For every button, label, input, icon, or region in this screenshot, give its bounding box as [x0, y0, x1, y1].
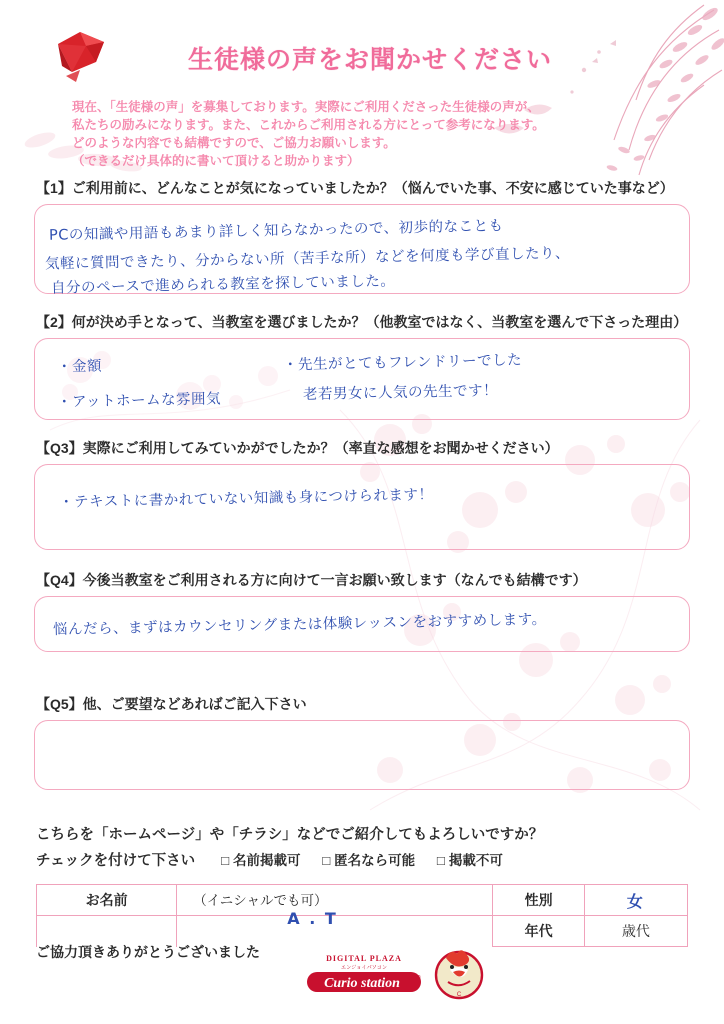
question-1-answer-line-2: 気軽に質問できたり、分からない所（苦手な所）などを何度も学び直したり、 [44, 245, 571, 273]
question-2-label: 【2】何が決め手となって、当教室を選びましたか？（他教室ではなく、当教室を選んで下さった理由） [36, 314, 688, 330]
permission-section [36, 822, 543, 874]
svg-text:Curio station: Curio station [324, 976, 400, 991]
gender-label-cell: 性別 [493, 885, 584, 916]
lead-paragraph [72, 98, 632, 170]
age-label-cell: 年代 [493, 916, 584, 947]
gender-value-cell[interactable] [584, 885, 687, 916]
question-3-answer-line-1: ・テキストに書かれていない知識も身につけられます！ [58, 487, 434, 511]
gender-handwritten-value: 女 [626, 891, 645, 911]
question-2-answer-line-3: ・先生がとてもフレンドリーでした [282, 352, 523, 374]
name-hint: （イニシャルでも可） [193, 893, 328, 908]
page-header [0, 0, 724, 170]
question-block-4 [0, 570, 724, 652]
question-3-label: 【Q3】実際にご利用してみていかがでしたか？（率直な感想をお聞かせください） [36, 440, 559, 456]
question-4-answer-line-1: 悩んだら、まずはカウンセリングまたは体験レッスンをおすすめします。 [52, 611, 547, 639]
question-5-answer-box[interactable] [34, 720, 690, 790]
permission-line-1: こちらを「ホームページ」や「チラシ」などでご紹介してもよろしいですか？ [36, 827, 544, 843]
name-handwritten-value: A . T [287, 909, 338, 928]
checkbox-anonymous-allowed[interactable]: □ 匿名なら可能 [322, 853, 416, 868]
question-2-answer-line-2: ・アットホームな雰囲気 [56, 391, 222, 411]
question-block-2 [0, 312, 724, 420]
lead-line-3: どのような内容でも結構ですので、ご協力お願いします。 [72, 136, 396, 150]
question-4-label: 【Q4】今後当教室をご利用される方に向けて一言お願い致します（なんでも結構です） [36, 572, 587, 588]
permission-checkbox-group [221, 848, 521, 874]
mascot-logo [430, 946, 488, 1000]
name-label-cell: お名前 [37, 885, 177, 916]
svg-text:DIGITAL PLAZA: DIGITAL PLAZA [326, 954, 402, 963]
question-block-3 [0, 438, 724, 550]
lead-line-1: 現在、「生徒様の声」を募集しております。実際にご利用くださった生徒様の声が、 [72, 100, 540, 114]
question-block-1 [0, 178, 724, 297]
svg-text:®: ® [417, 975, 421, 981]
question-block-5 [0, 694, 724, 790]
svg-text:C: C [456, 992, 462, 998]
checkbox-name-allowed[interactable]: □ 名前掲載可 [221, 853, 301, 868]
lead-line-2: 私たちの励みになります。また、これからご利用される方にとって参考になります。 [72, 118, 545, 132]
thanks-text: ご協力頂きありがとうございました [36, 944, 260, 960]
question-3-answer-box[interactable] [34, 464, 690, 550]
age-value-cell[interactable]: 歳代 [584, 916, 687, 947]
question-2-answer-box[interactable] [34, 338, 690, 420]
lead-line-4: （できるだけ具体的に書いて頂けると助かります） [72, 154, 360, 168]
question-1-answer-line-3: 自分のペースで進められる教室を探していました。 [50, 273, 396, 297]
question-2-answer-line-4: 老若男女に人気の先生です！ [302, 382, 499, 404]
permission-line-2: チェックを付けて下さい [36, 853, 196, 869]
respondent-info-table [36, 884, 688, 947]
red-gem-icon [52, 28, 108, 86]
question-4-answer-box[interactable] [34, 596, 690, 652]
checkbox-not-allowed[interactable]: □ 掲載不可 [436, 853, 503, 868]
question-2-answer-line-1: ・金額 [56, 358, 103, 376]
question-1-answer-box[interactable] [34, 204, 690, 297]
table-row [37, 885, 688, 916]
name-value-cell[interactable] [177, 885, 493, 928]
question-5-label: 【Q5】他、ご要望などあればご記入下さい [36, 696, 307, 712]
question-1-label: 【1】ご利用前に、どんなことが気になっていましたか？（悩んでいた事、不安に感じていた事など） [36, 180, 674, 196]
curio-station-logo [305, 952, 423, 996]
page-title: 生徒様の声をお聞かせください [187, 46, 552, 74]
question-1-answer-line-1: PCの知識や用語もあまり詳しく知らなかったので、初歩的なことも [48, 218, 504, 244]
svg-text:エンジョイパソコン: エンジョイパソコン [340, 965, 388, 971]
